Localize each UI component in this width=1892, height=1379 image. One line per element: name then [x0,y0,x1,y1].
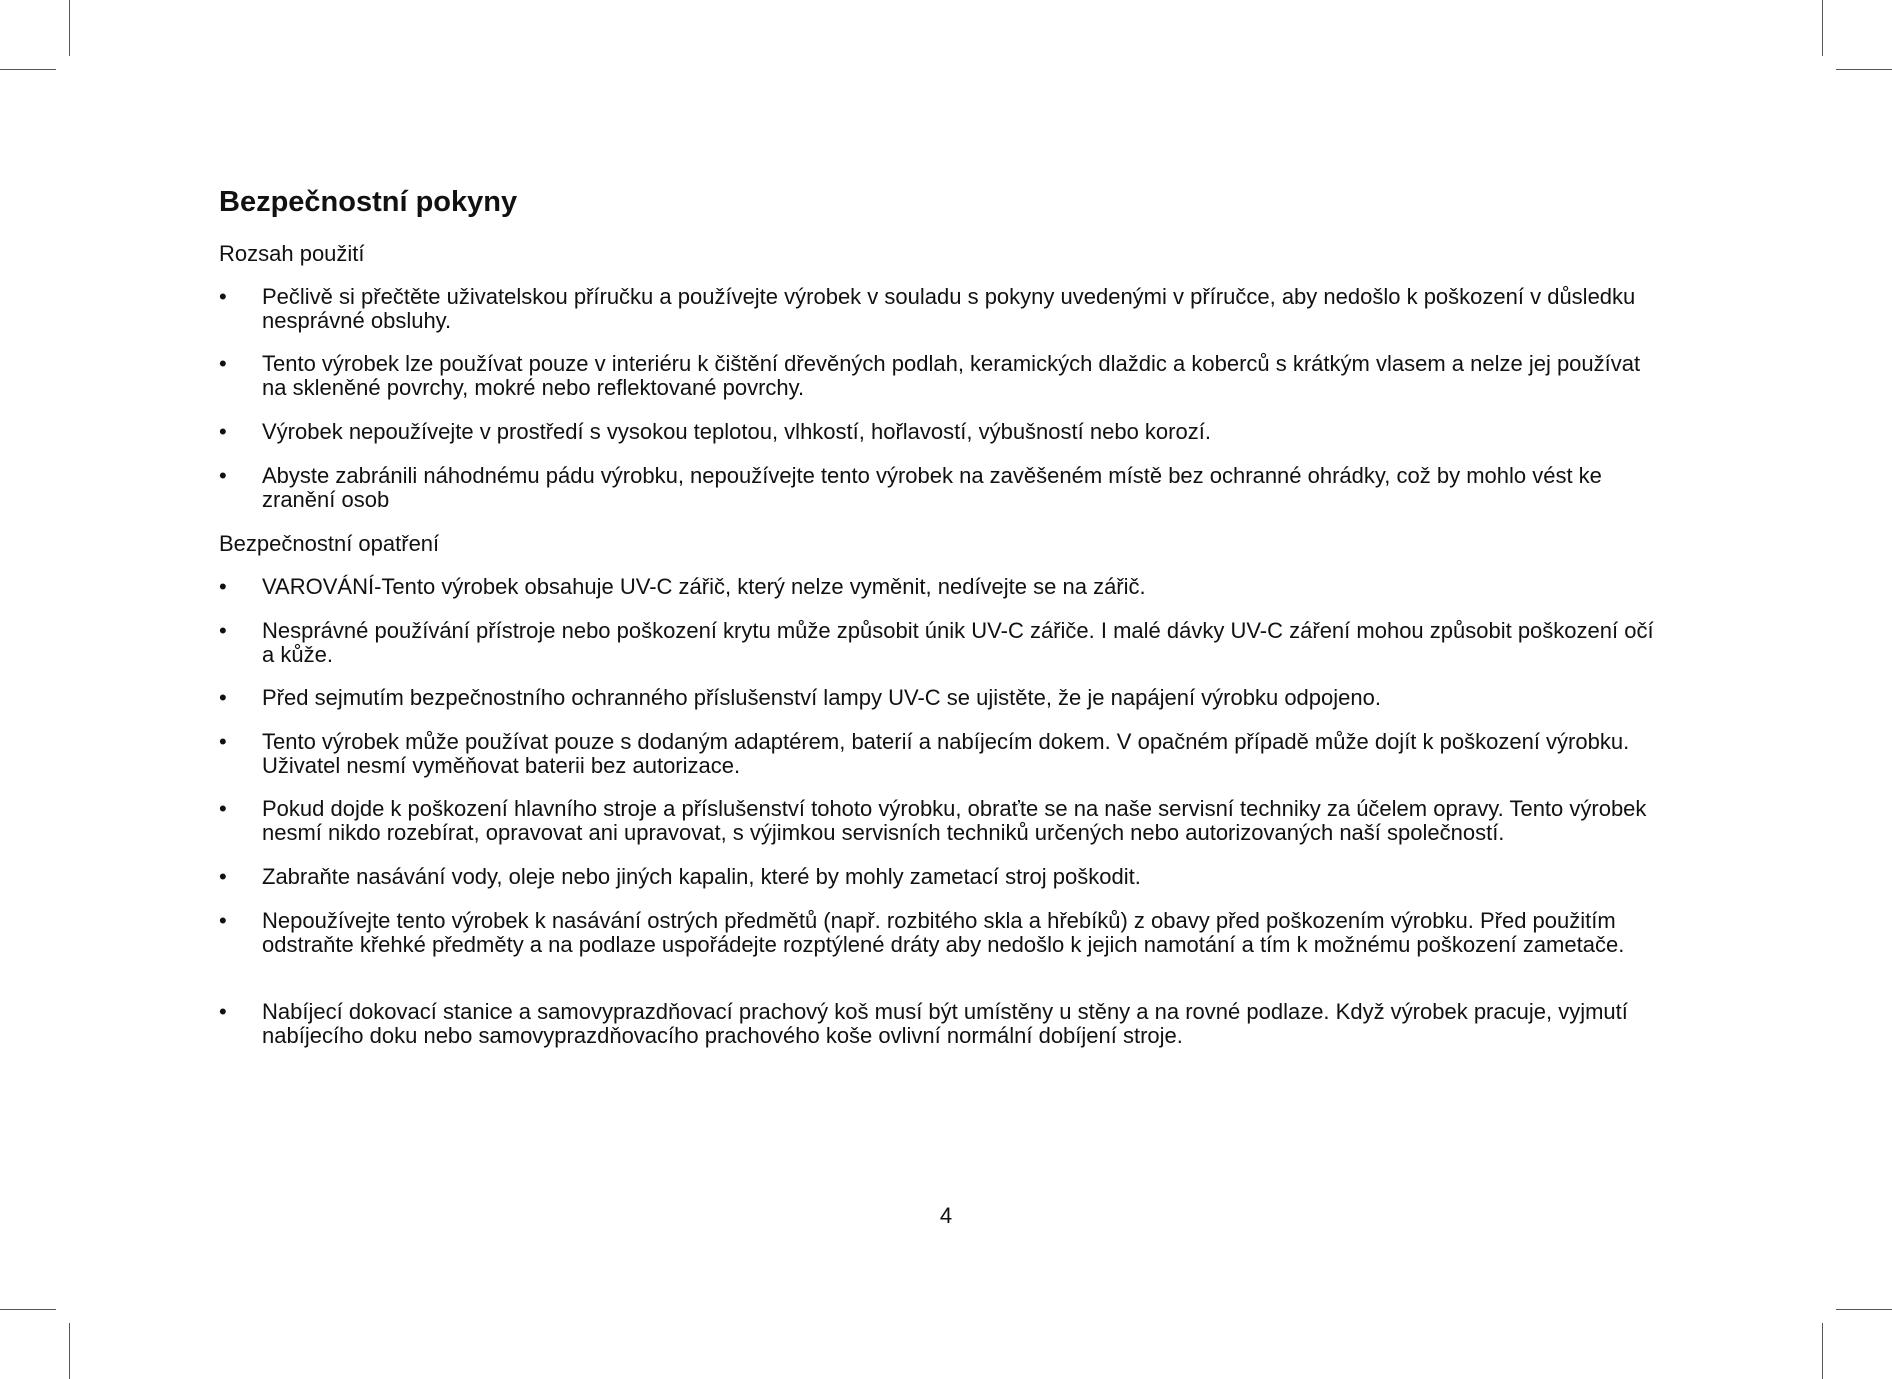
bullet-icon: • [219,351,227,376]
bullet-icon: • [219,618,227,643]
list-item-text: Pečlivě si přečtěte uživatelskou příručku a používejte výrobek v souladu s pokyny uvedenými v příručce, aby nedošlo k poškození v důsledku nesprávné obsluhy. [262,284,1636,333]
list-item [219,686,1669,710]
section-heading-scope: Rozsah použití [219,241,365,266]
crop-mark-bottom-left-vertical [69,1323,70,1379]
list-item-text: VAROVÁNÍ-Tento výrobek obsahuje UV-C zářič, který nelze vyměnit, nedívejte se na zářič. [262,574,1146,599]
list-item-text: Pokud dojde k poškození hlavního stroje a příslušenství tohoto výrobku, obraťte se na naše servisní techniky za účelem opravy. Tento výrobek nesmí nikdo rozebírat, opravovat ani upravovat, s výjimkou servisních techniků určených nebo autorizovaných naší společností. [262,796,1647,845]
bullet-icon: • [219,796,227,821]
page-number: 4 [939,1203,953,1228]
list-item-text: Před sejmutím bezpečnostního ochranného příslušenství lampy UV-C se ujistěte, že je napájení výrobku odpojeno. [262,685,1381,710]
list-item-text: Výrobek nepoužívejte v prostředí s vysokou teplotou, vlhkostí, hořlavostí, výbušností nebo korozí. [262,419,1211,444]
page-title: Bezpečnostní pokyny [219,186,518,218]
list-item-text: Nepoužívejte tento výrobek k nasávání ostrých předmětů (např. rozbitého skla a hřebíků) z obavy před poškozením výrobku. Před použitím odstraňte křehké předměty a na podlaze uspořádejte rozptýlené dráty aby nedošlo k jejich namotání a tím k možnému poškození zametače. [262,908,1625,957]
list-item-text: Tento výrobek lze používat pouze v interiéru k čištění dřevěných podlah, keramických dlaždic a koberců s krátkým vlasem a nelze jej používat na skleněné povrchy, mokré nebo reflektované povrchy. [262,351,1641,400]
list-item-text: Nabíjecí dokovací stanice a samovyprazdňovací prachový koš musí být umístěny u stěny a na rovné podlaze. Když výrobek pracuje, vyjmutí nabíjecího doku nebo samovyprazdňovacího prachového koše ovlivní normální dobíjení stroje. [262,999,1628,1048]
crop-mark-top-right-vertical [1822,0,1823,56]
list-item [219,352,1669,400]
bullet-icon: • [219,999,227,1024]
bullet-icon: • [219,284,227,309]
crop-mark-bottom-left-horizontal [0,1309,56,1310]
list-item [219,575,1669,599]
list-item-text: Nesprávné používání přístroje nebo poškození krytu může způsobit únik UV-C zářiče. I malé dávky UV-C záření mohou způsobit poškození očí a kůže. [262,618,1654,667]
list-item [219,464,1669,512]
list-item [219,619,1669,667]
list-item [219,420,1669,444]
list-item [219,1000,1669,1048]
list-item [219,730,1669,778]
bullet-icon: • [219,463,227,488]
list-item [219,797,1669,845]
list-item [219,909,1669,957]
crop-mark-top-right-horizontal [1836,69,1892,70]
section-heading-precautions: Bezpečnostní opatření [219,531,440,556]
bullet-icon: • [219,864,227,889]
crop-mark-bottom-right-horizontal [1836,1309,1892,1310]
list-item-text: Tento výrobek může používat pouze s dodaným adaptérem, baterií a nabíjecím dokem. V opačném případě může dojít k poškození výrobku. Uživatel nesmí vyměňovat baterii bez autorizace. [262,729,1630,778]
crop-mark-top-left-horizontal [0,69,56,70]
bullet-icon: • [219,729,227,754]
bullet-icon: • [219,908,227,933]
list-item-text: Abyste zabránili náhodnému pádu výrobku, nepoužívejte tento výrobek na zavěšeném místě bez ochranné ohrádky, což by mohlo vést ke zranění osob [262,463,1602,512]
crop-mark-top-left-vertical [69,0,70,56]
list-item-text: Zabraňte nasávání vody, oleje nebo jiných kapalin, které by mohly zametací stroj poškodit. [262,864,1141,889]
bullet-icon: • [219,574,227,599]
list-item [219,285,1669,333]
bullet-icon: • [219,685,227,710]
list-item [219,865,1669,889]
bullet-icon: • [219,419,227,444]
crop-mark-bottom-right-vertical [1822,1323,1823,1379]
